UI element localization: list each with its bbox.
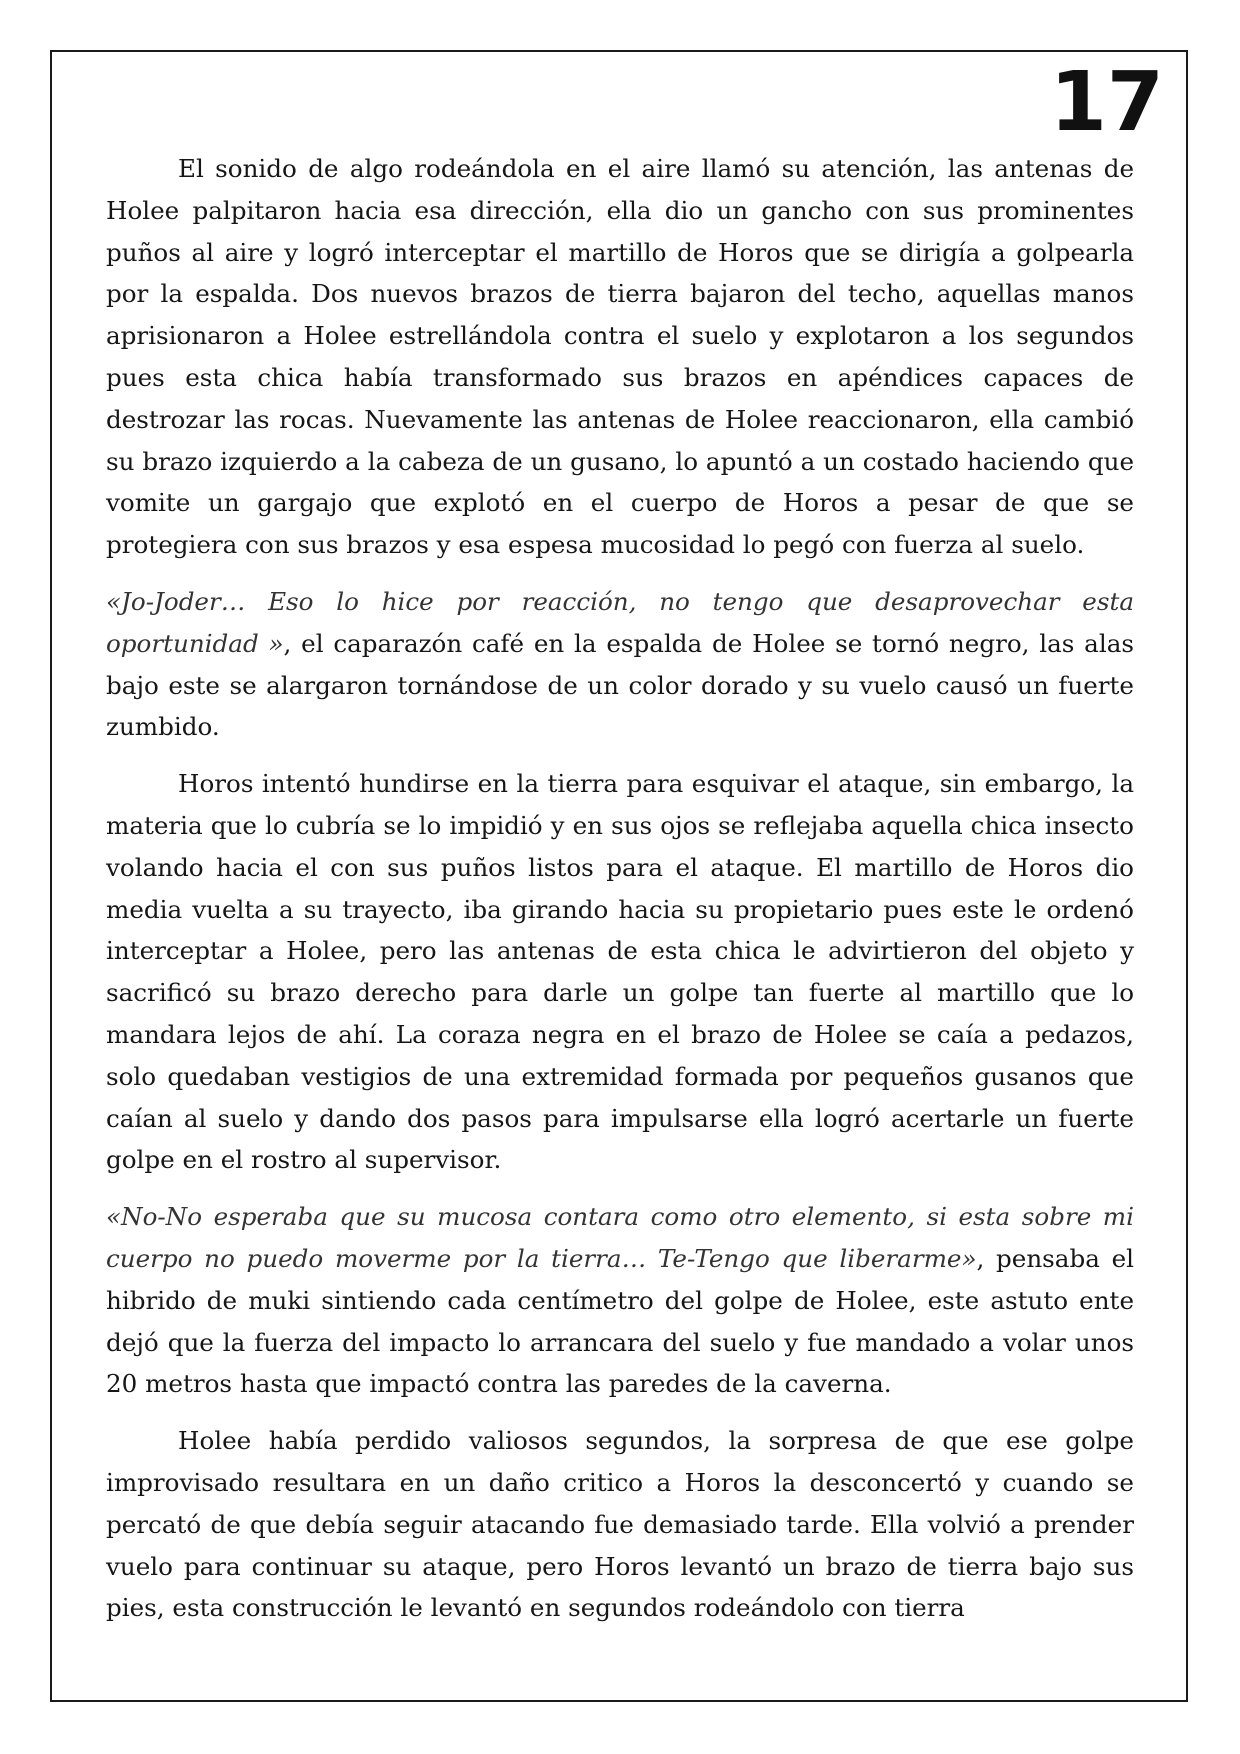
paragraph-text: , el caparazón café en la espalda de Holee se tornó negro, las alas bajo este se alargaron tornándose de un color dorado y su vuelo causó un fuerte zumbido.: [106, 628, 1134, 742]
text-body: [106, 148, 1134, 1629]
paragraph: [106, 763, 1134, 1181]
paragraph: [106, 1196, 1134, 1405]
inner-thought: «Jo-Joder… Eso lo hice por reacción, no tengo que desaprovechar esta oportunidad »: [106, 586, 1134, 658]
inner-thought: «No-No esperaba que su mucosa contara como otro elemento, si esta sobre mi cuerpo no puedo moverme por la tierra… Te-Tengo que liberarme»: [106, 1202, 1134, 1273]
paragraph: [106, 581, 1134, 748]
paragraph-text: Holee había perdido valiosos segundos, la sorpresa de que ese golpe improvisado resultara en un daño critico a Horos la desconcertó y cuando se percató de que debía seguir atacando fue demasiado tarde. Ella volvió a prender vuelo para continuar su ataque, pero Horos levantó un brazo de tierra bajo sus pies, esta construcción le levantó en segundos rodeándolo con tierra: [106, 1426, 1134, 1623]
paragraph: [106, 148, 1134, 566]
page-frame: [50, 50, 1188, 1702]
paragraph: [106, 1420, 1134, 1629]
paragraph-text: , pensaba el hibrido de muki sintiendo cada centímetro del golpe de Holee, este astuto ente dejó que la fuerza del impacto lo arrancara del suelo y fue mandado a volar unos 20 metros hasta que impactó contra las paredes de la caverna.: [106, 1243, 1135, 1399]
page-number: 17: [1049, 55, 1164, 150]
paragraph-text: El sonido de algo rodeándola en el aire llamó su atención, las antenas de Holee palpitaron hacia esa dirección, ella dio un gancho con sus prominentes puños al aire y logró interceptar el martillo de Horos que se dirigía a golpearla por la espalda. Dos nuevos brazos de tierra bajaron del techo, aquellas manos aprisionaron a Holee estrellándola contra el suelo y explotaron a los segundos pues esta chica había transformado sus brazos en apéndices capaces de destrozar las rocas. Nuevamente las antenas de Holee reaccionaron, ella cambió su brazo izquierdo a la cabeza de un gusano, lo apuntó a un costado haciendo que vomite un gargajo que explotó en el cuerpo de Horos a pesar de que se protegiera con sus brazos y esa espesa mucosidad lo pegó con fuerza al suelo.: [106, 154, 1134, 560]
paragraph-text: Horos intentó hundirse en la tierra para esquivar el ataque, sin embargo, la materia que lo cubría se lo impidió y en sus ojos se reflejaba aquella chica insecto volando hacia el con sus puños listos para el ataque. El martillo de Horos dio media vuelta a su trayecto, iba girando hacia su propietario pues este le ordenó interceptar a Holee, pero las antenas de esta chica le advirtieron del objeto y sacrificó su brazo derecho para darle un golpe tan fuerte al martillo que lo mandara lejos de ahí. La coraza negra en el brazo de Holee se caía a pedazos, solo quedaban vestigios de una extremidad formada por pequeños gusanos que caían al suelo y dando dos pasos para impulsarse ella logró acertarle un fuerte golpe en el rostro al supervisor.: [106, 769, 1134, 1175]
